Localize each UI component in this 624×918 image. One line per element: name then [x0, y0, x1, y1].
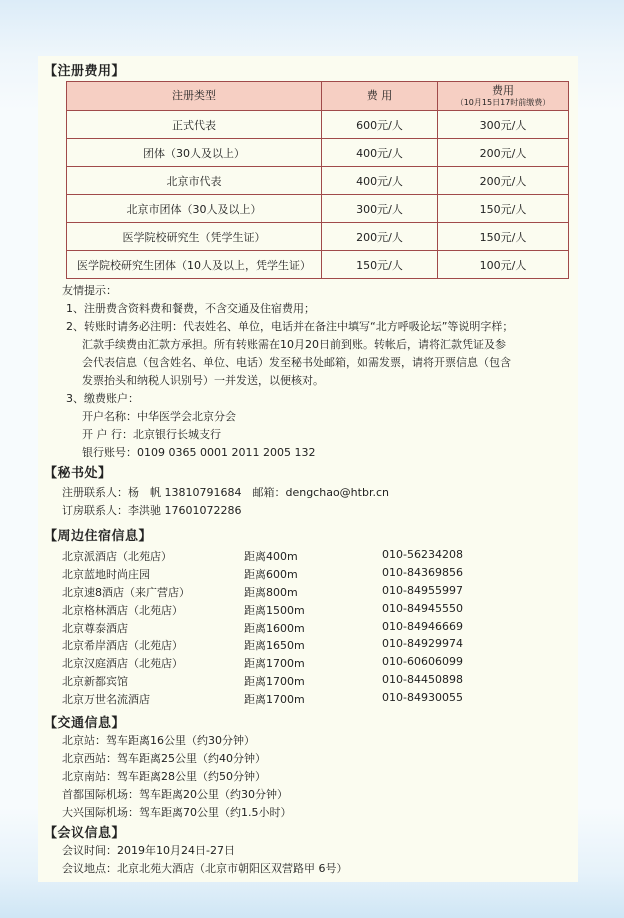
hotel-name: 北京新都宾馆 [62, 675, 128, 689]
table-row [67, 167, 569, 195]
account-number: 银行账号：0109 0365 0001 2011 2005 132 [82, 446, 316, 459]
hotel-distance: 距离800m [244, 585, 298, 599]
traffic-line: 北京站：驾车距离16公里（约30分钟） [62, 734, 255, 747]
table-row [67, 223, 569, 251]
hotel-phone: 010-84369856 [382, 565, 463, 579]
hotel-name: 北京尊泰酒店 [62, 621, 128, 635]
cell-type: 正式代表 [67, 111, 322, 139]
cell-type: 北京市代表 [67, 167, 322, 195]
fee-table-header [67, 82, 569, 111]
hotel-phone: 010-84955997 [382, 583, 463, 597]
cell-fee: 600元/人 [322, 111, 438, 139]
hotel-name: 北京格林酒店（北苑店） [62, 603, 183, 617]
header-early-note: （10月15日17时前缴费） [455, 97, 551, 107]
secretariat-block [62, 484, 389, 520]
cell-early: 100元/人 [438, 251, 569, 279]
cell-early: 300元/人 [438, 111, 569, 139]
hotel-phone: 010-84945550 [382, 601, 463, 615]
registration-title: 【注册费用】 [44, 64, 126, 79]
note-item-1: 1、注册费含资料费和餐费，不含交通及住宿费用； [66, 302, 315, 315]
hotel-phone: 010-60606099 [382, 655, 463, 669]
table-row [67, 111, 569, 139]
meeting-place: 会议地点：北京北苑大酒店（北京市朝阳区双营路甲 6号） [62, 862, 348, 875]
cell-type: 北京市团体（30人及以上） [67, 195, 322, 223]
account-name: 开户名称：中华医学会北京分会 [82, 410, 236, 423]
traffic-title: 【交通信息】 [44, 716, 126, 731]
cell-type: 医学院校研究生（凭学生证） [67, 223, 322, 251]
hotel-phone: 010-84929974 [382, 637, 463, 651]
header-early-label: 费用 [492, 84, 514, 98]
traffic-line: 大兴国际机场：驾车距离70公里（约1.5小时） [62, 806, 292, 819]
hotel-distance: 距离1500m [244, 603, 305, 617]
hotel-distance: 距离1700m [244, 693, 305, 707]
cell-fee: 150元/人 [322, 251, 438, 279]
table-row [67, 251, 569, 279]
traffic-block [62, 732, 292, 822]
note-item-2-line-1: 2、转账时请务必注明：代表姓名、单位，电话并在备注中填写“北方呼吸论坛”等说明字样； [66, 320, 514, 333]
hotel-distance: 距离1650m [244, 639, 305, 653]
table-row [67, 195, 569, 223]
cell-type: 团体（30人及以上） [67, 139, 322, 167]
note-item-2-line-4: 发票抬头和纳税人识别号）一并发送，以便核对。 [82, 374, 324, 387]
traffic-line: 北京南站：驾车距离28公里（约50分钟） [62, 770, 266, 783]
note-item-2-line-2: 汇款手续费由汇款方承担。所有转账需在10月20日前到账。转帐后，请将汇款凭证及参 [82, 338, 506, 351]
cell-early: 150元/人 [438, 195, 569, 223]
table-row [67, 139, 569, 167]
booking-contact: 订房联系人：李洪驰 17601072286 [62, 504, 242, 517]
cell-fee: 300元/人 [322, 195, 438, 223]
cell-type: 医学院校研究生团体（10人及以上，凭学生证） [67, 251, 322, 279]
hotel-phone: 010-56234208 [382, 548, 463, 561]
hotel-name: 北京派酒店（北苑店） [62, 550, 172, 563]
hotel-phone: 010-84450898 [382, 673, 463, 687]
notes-block [62, 282, 572, 462]
hotel-phone: 010-84930055 [382, 691, 463, 705]
hotel-phone: 010-84946669 [382, 619, 463, 633]
cell-fee: 200元/人 [322, 223, 438, 251]
cell-early: 200元/人 [438, 167, 569, 195]
hotel-name: 北京速8酒店（来广营店） [62, 585, 190, 599]
note-item-2-line-3: 会代表信息（包含姓名、单位、电话）发至秘书处邮箱，如需发票，请将开票信息（包含 [82, 356, 511, 369]
notes-heading: 友情提示： [62, 284, 117, 297]
meeting-time: 会议时间：2019年10月24日-27日 [62, 844, 235, 857]
account-bank: 开 户 行：北京银行长城支行 [82, 428, 221, 441]
hotel-name: 北京汉庭酒店（北苑店） [62, 657, 183, 671]
hotels-title: 【周边住宿信息】 [44, 529, 153, 544]
hotel-distance: 距离1700m [244, 675, 305, 689]
hotel-name: 北京蓝地时尚庄园 [62, 567, 150, 581]
traffic-line: 首都国际机场：驾车距离20公里（约30分钟） [62, 788, 288, 801]
hotel-distance: 距离600m [244, 567, 298, 581]
header-early-fee [438, 82, 569, 111]
hotel-name: 北京希岸酒店（北苑店） [62, 639, 183, 653]
fee-table [66, 81, 569, 279]
meeting-block [62, 842, 348, 878]
cell-early: 200元/人 [438, 139, 569, 167]
meeting-title: 【会议信息】 [44, 826, 126, 841]
note-item-3: 3、缴费账户： [66, 392, 139, 405]
hotel-distance: 距离1600m [244, 621, 305, 635]
cell-early: 150元/人 [438, 223, 569, 251]
header-type: 注册类型 [67, 82, 322, 111]
cell-fee: 400元/人 [322, 139, 438, 167]
registration-contact: 注册联系人：杨 帆 13810791684 邮箱：dengchao@htbr.cn [62, 486, 389, 499]
cell-fee: 400元/人 [322, 167, 438, 195]
secretariat-title: 【秘书处】 [44, 466, 112, 481]
hotel-distance: 距离400m [244, 550, 298, 563]
hotel-distance: 距离1700m [244, 657, 305, 671]
hotel-name: 北京万世名流酒店 [62, 693, 150, 707]
traffic-line: 北京西站：驾车距离25公里（约40分钟） [62, 752, 266, 765]
header-fee: 费 用 [322, 82, 438, 111]
